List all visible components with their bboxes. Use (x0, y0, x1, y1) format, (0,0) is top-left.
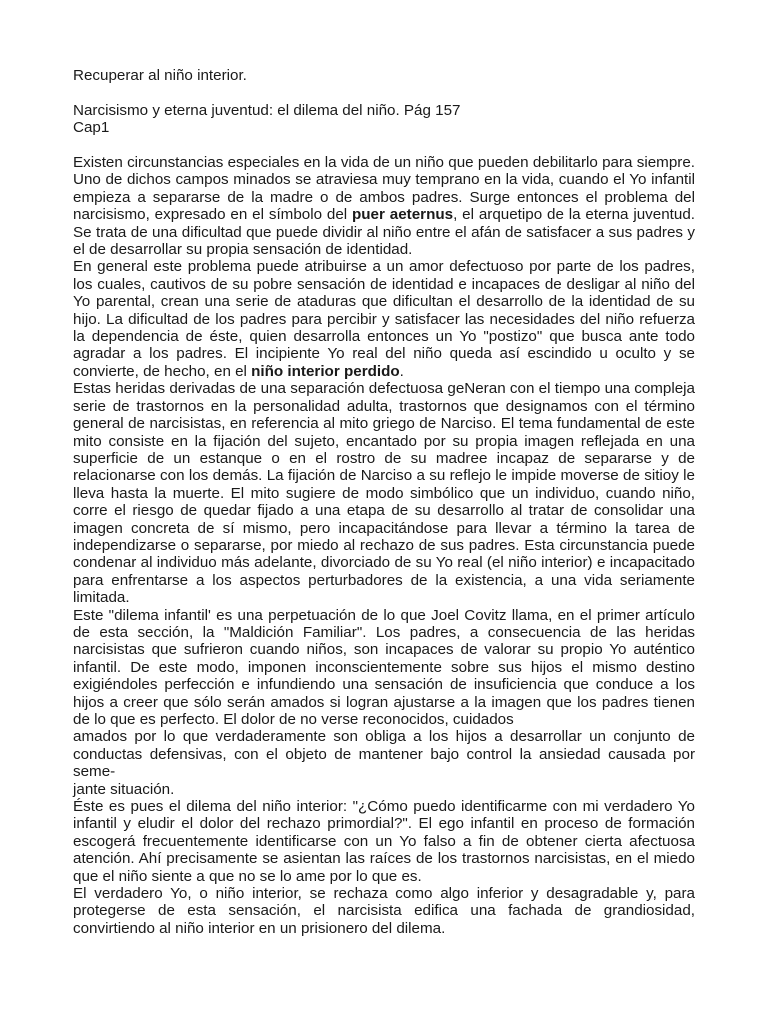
paragraph-text: , el arquetipo de la eterna juventud. Se trata de una dificultad que puede dividir al niño entre el afán de satisfacer a sus padres y el de desarrollar su propia sensación de identidad. (73, 206, 695, 259)
spacer (73, 137, 695, 154)
paragraph-text: . (399, 362, 404, 380)
paragraph: Éste es pues el dilema del niño interior: "¿Cómo puedo identificarme con mi verdadero Yo infantil y eludir el dolor del rechazo primordial?". El ego infantil en proceso de formación escogerá frecuentemente identificarse con un Yo falso a fin de obtener cierta afectuosa atención. Ahí precisamente se asientan las raíces de los trastornos narcisistas, en el miedo que el niño siente a que no se lo ame por lo que es. (73, 798, 695, 885)
paragraph (73, 258, 695, 380)
chapter-label: Cap1 (73, 119, 110, 137)
body-text (73, 154, 695, 937)
paragraph-text: En general este problema puede atribuirse a un amor defectuoso por parte de los padres, los cuales, cautivos de su pobre sensación de identidad e incapaces de desligar al niño del Yo parental, crean una serie de ataduras que dificultan el desarrollo de la identidad de su hijo. La dificultad de los padres para percibir y satisfacer las necesidades del niño refuerza la dependencia de éste, quien desarrolla entonces un Yo "postizo" que busca ante todo agradar a los padres. El incipiente Yo real del niño queda así escindido u oculto y se convierte, de hecho, en el (73, 258, 695, 380)
paragraph: amados por lo que verdaderamente son obliga a los hijos a desarrollar un conjunto de conductas defensivas, con el objeto de mantener bajo control la ansiedad causada por seme- (73, 728, 695, 781)
paragraph: Estas heridas derivadas de una separación defectuosa geNeran con el tiempo una compleja serie de trastornos en la personalidad adulta, trastornos que designamos con el término general de narcisistas, en referencia al mito griego de Narciso. El tema fundamental de este mito consiste en la fijación del sujeto, encantado por su propia imagen reflejada en una superficie de un estanque o en el rostro de su madree incapaz de separarse y de relacionarse con los demás. La fijación de Narciso a su reflejo le impide moverse de sitioy le lleva hasta la muerte. El mito sugiere de modo simbólico que un individuo, cuando niño, corre el riesgo de quedar fijado a una etapa de su desarrollo al tratar de consolidar una imagen concreta de sí mismo, pero incapacitándose para llevar a término la tarea de independizarse o separarse, por miedo al rechazo de sus padres. Esta circunstancia puede condenar al individuo más adelante, divorciado de su Yo real (el niño interior) e incapacitado para enfrentarse a los aspectos perturbadores de la existencia, a una vida seriamente limitada. (73, 380, 695, 607)
header-block (73, 67, 695, 137)
bold-term: puer aeternus (352, 206, 454, 224)
paragraph: Este "dilema infantil' es una perpetuación de lo que Joel Covitz llama, en el primer artículo de esta sección, la "Maldición Familiar". Los padres, a consecuencia de las heridas narcisistas que sufrieron cuando niños, son incapaces de valorar su propio Yo auténtico infantil. De este modo, imponen inconscientemente sobre sus hijos el mismo destino exigiéndoles perfección e infundiendo una sensación de insuficiencia que conduce a los hijos a creer que sólo serán amados si logran ajustarse a la imagen que los padres tienen de lo que es perfecto. El dolor de no verse reconocidos, cuidados (73, 606, 695, 728)
paragraph: jante situación. (73, 780, 175, 798)
bold-term: niño interior perdido (251, 362, 400, 380)
source-line: Narcisismo y eterna juventud: el dilema del niño. Pág 157 (73, 101, 461, 119)
document-title: Recuperar al niño interior. (73, 67, 247, 84)
paragraph: El verdadero Yo, o niño interior, se rechaza como algo inferior y desagradable y, para protegerse de esta sensación, el narcisista edifica una fachada de grandiosidad, convirtiendo al niño interior en un prisionero del dilema. (73, 885, 695, 937)
paragraph (73, 154, 695, 258)
paragraph-text: Existen circunstancias especiales en la vida de un niño que pueden debilitarlo para siempre. Uno de dichos campos minados se atraviesa muy temprano en la vida, cuando el Yo infantil empieza a separarse de la madre o de ambos padres. Surge entonces el problema del narcisismo, expresado en el símbolo del (73, 154, 695, 224)
